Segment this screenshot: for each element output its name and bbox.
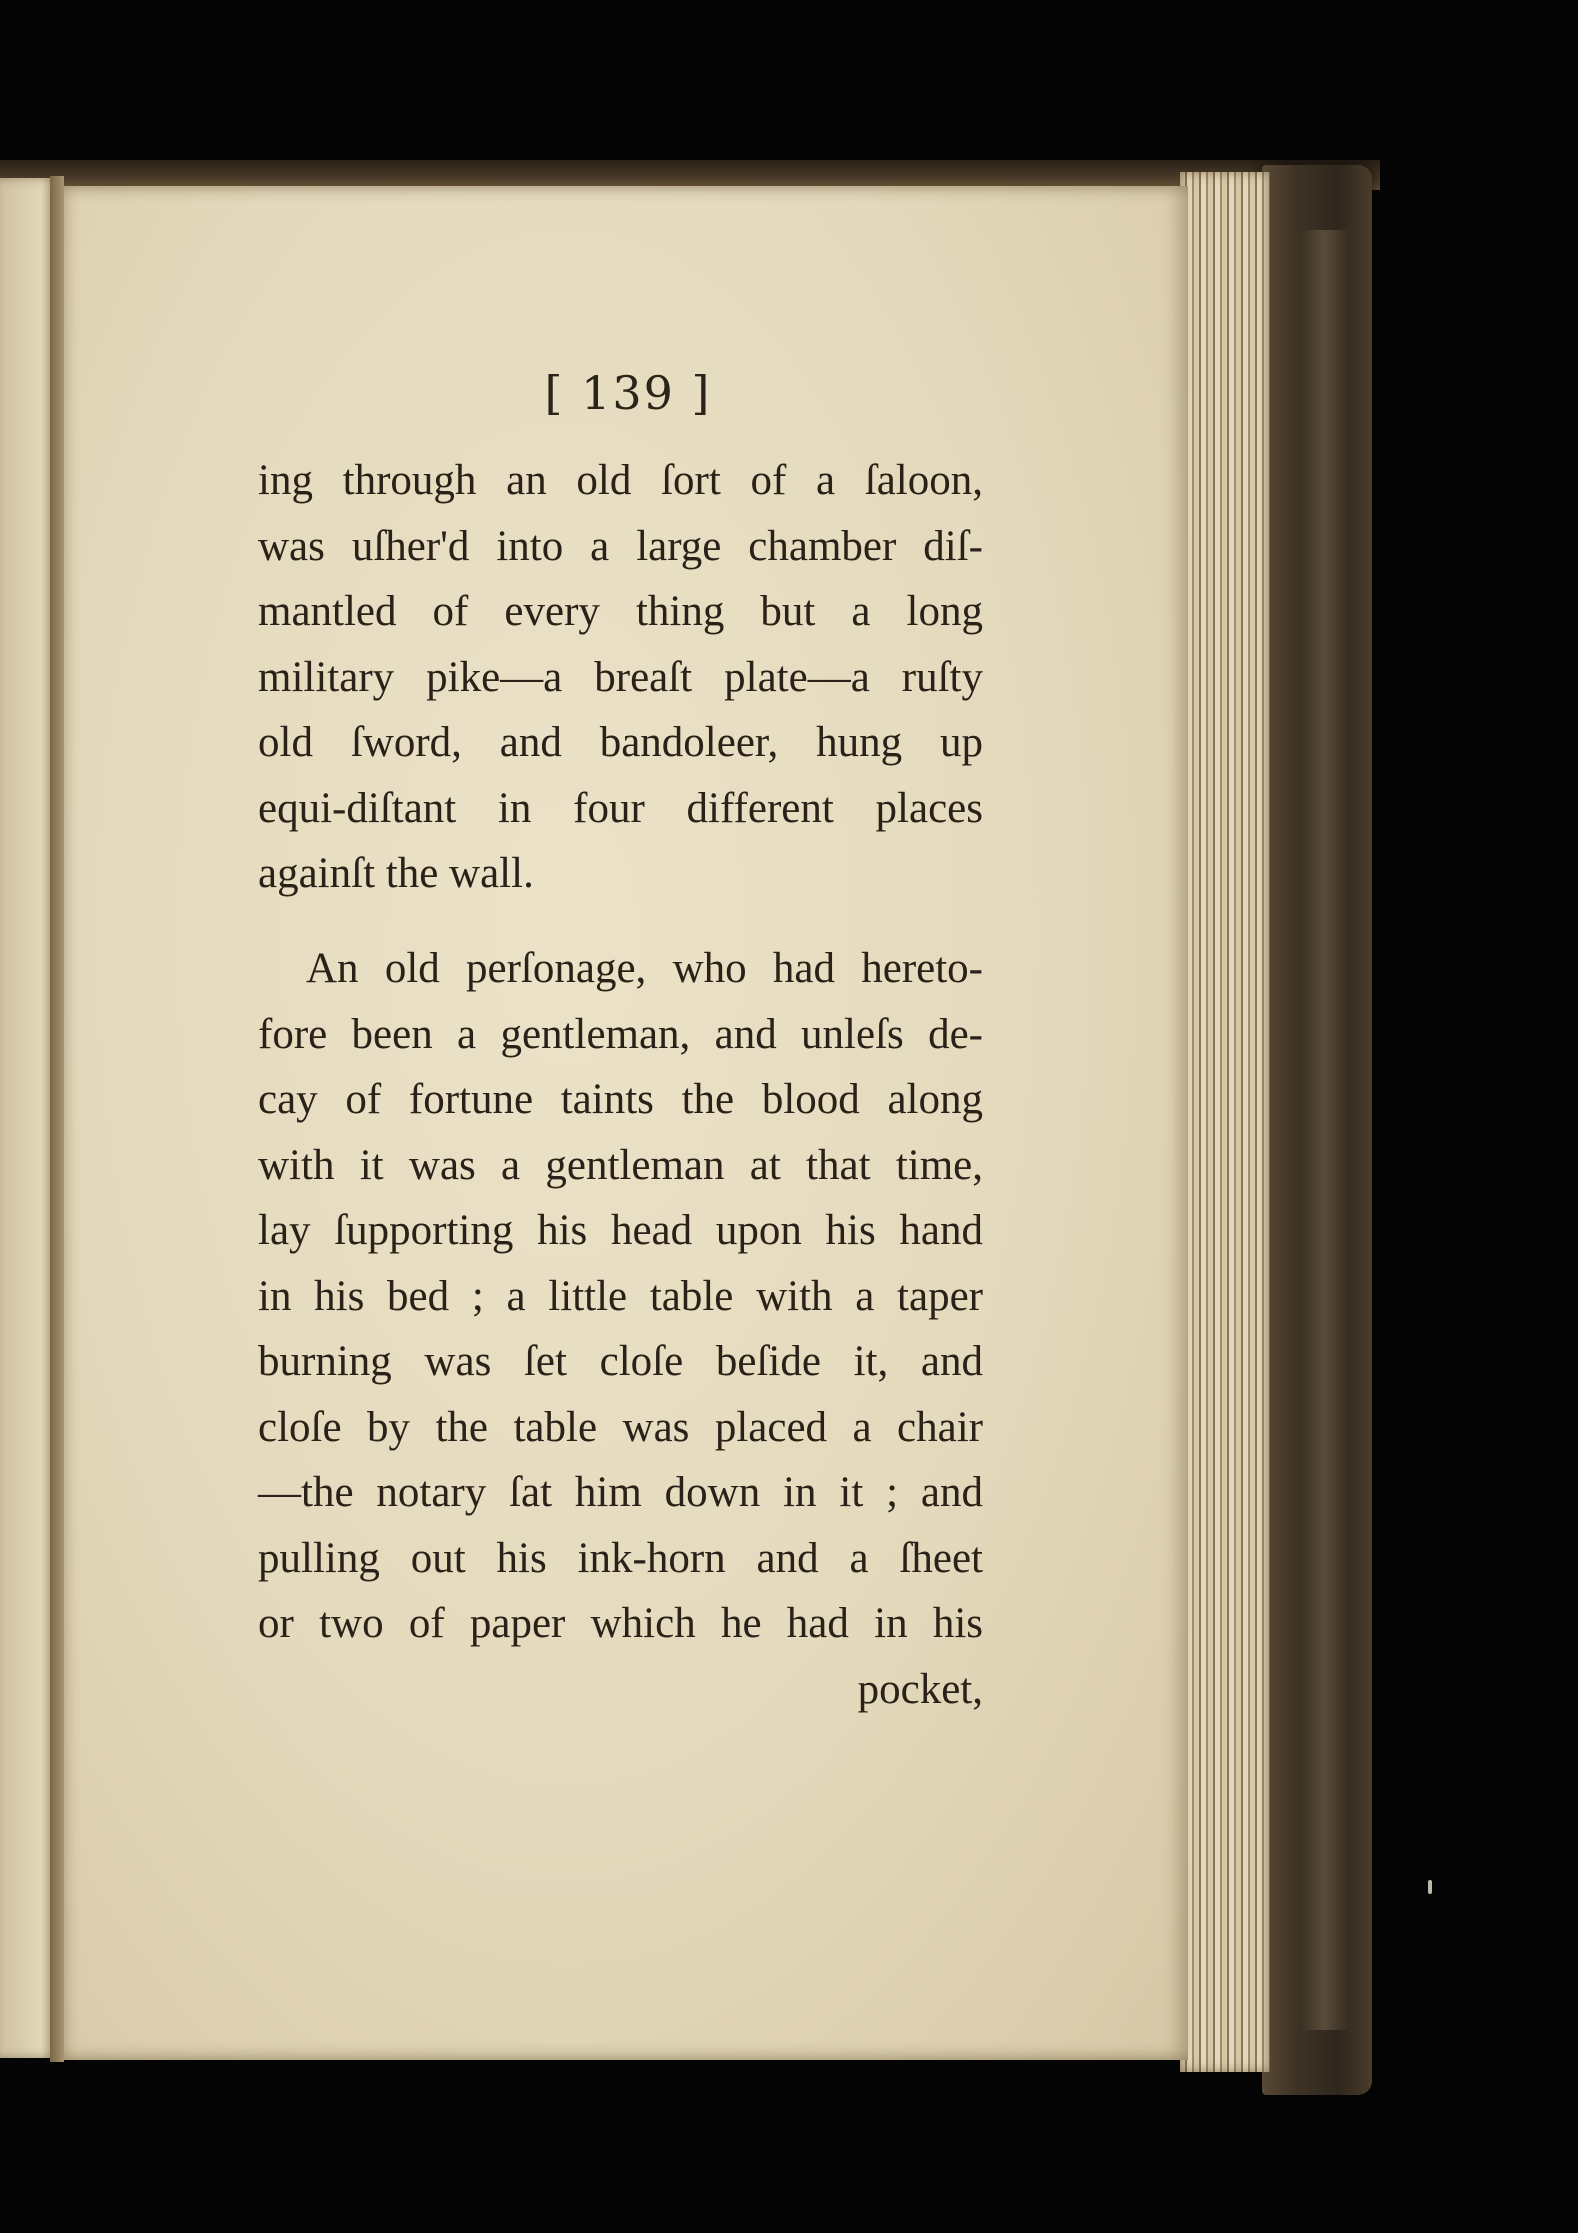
text-line: fore been a gentleman, and unleſs de- [258, 1010, 983, 1058]
text-line: with it was a gentleman at that time, [258, 1141, 983, 1189]
text-line: in his bed ; a little table with a taper [258, 1272, 983, 1320]
paragraph-1 [258, 448, 983, 907]
text-line: equi-diſtant in four different places [258, 784, 983, 832]
text-line: ing through an old ſort of a ſaloon, [258, 457, 983, 504]
cover-edge [1300, 230, 1348, 2030]
text-line: cloſe by the table was placed a chair [258, 1403, 983, 1451]
text-line: old ſword, and bandoleer, hung up [258, 719, 983, 766]
text-line: lay ſupporting his head upon his hand [258, 1207, 983, 1254]
text-line: burning was ſet cloſe beſide it, and [258, 1338, 983, 1385]
page-edges [1180, 172, 1270, 2072]
text-line: againſt the wall. [258, 850, 534, 897]
text-line: military pike—a breaſt plate—a ruſty [258, 653, 983, 701]
page-number: [ 139 ] [544, 366, 712, 420]
catchword: pocket, [857, 1665, 983, 1713]
speck [1428, 1880, 1432, 1894]
text-line: was uſher'd into a large chamber diſ- [258, 522, 983, 570]
text-line: An old perſonage, who had hereto- [306, 945, 983, 992]
text-line: or two of paper which he had in his [258, 1600, 983, 1647]
text-line: —the notary ſat him down in it ; and [258, 1469, 983, 1516]
text-line: pulling out his ink-horn and a ſheet [258, 1534, 983, 1582]
text-line: mantled of every thing but a long [258, 588, 983, 635]
book-page [58, 186, 1188, 2060]
text-line: cay of fortune taints the blood along [258, 1076, 983, 1123]
paragraph-2 [258, 936, 983, 1722]
gutter [50, 176, 64, 2062]
